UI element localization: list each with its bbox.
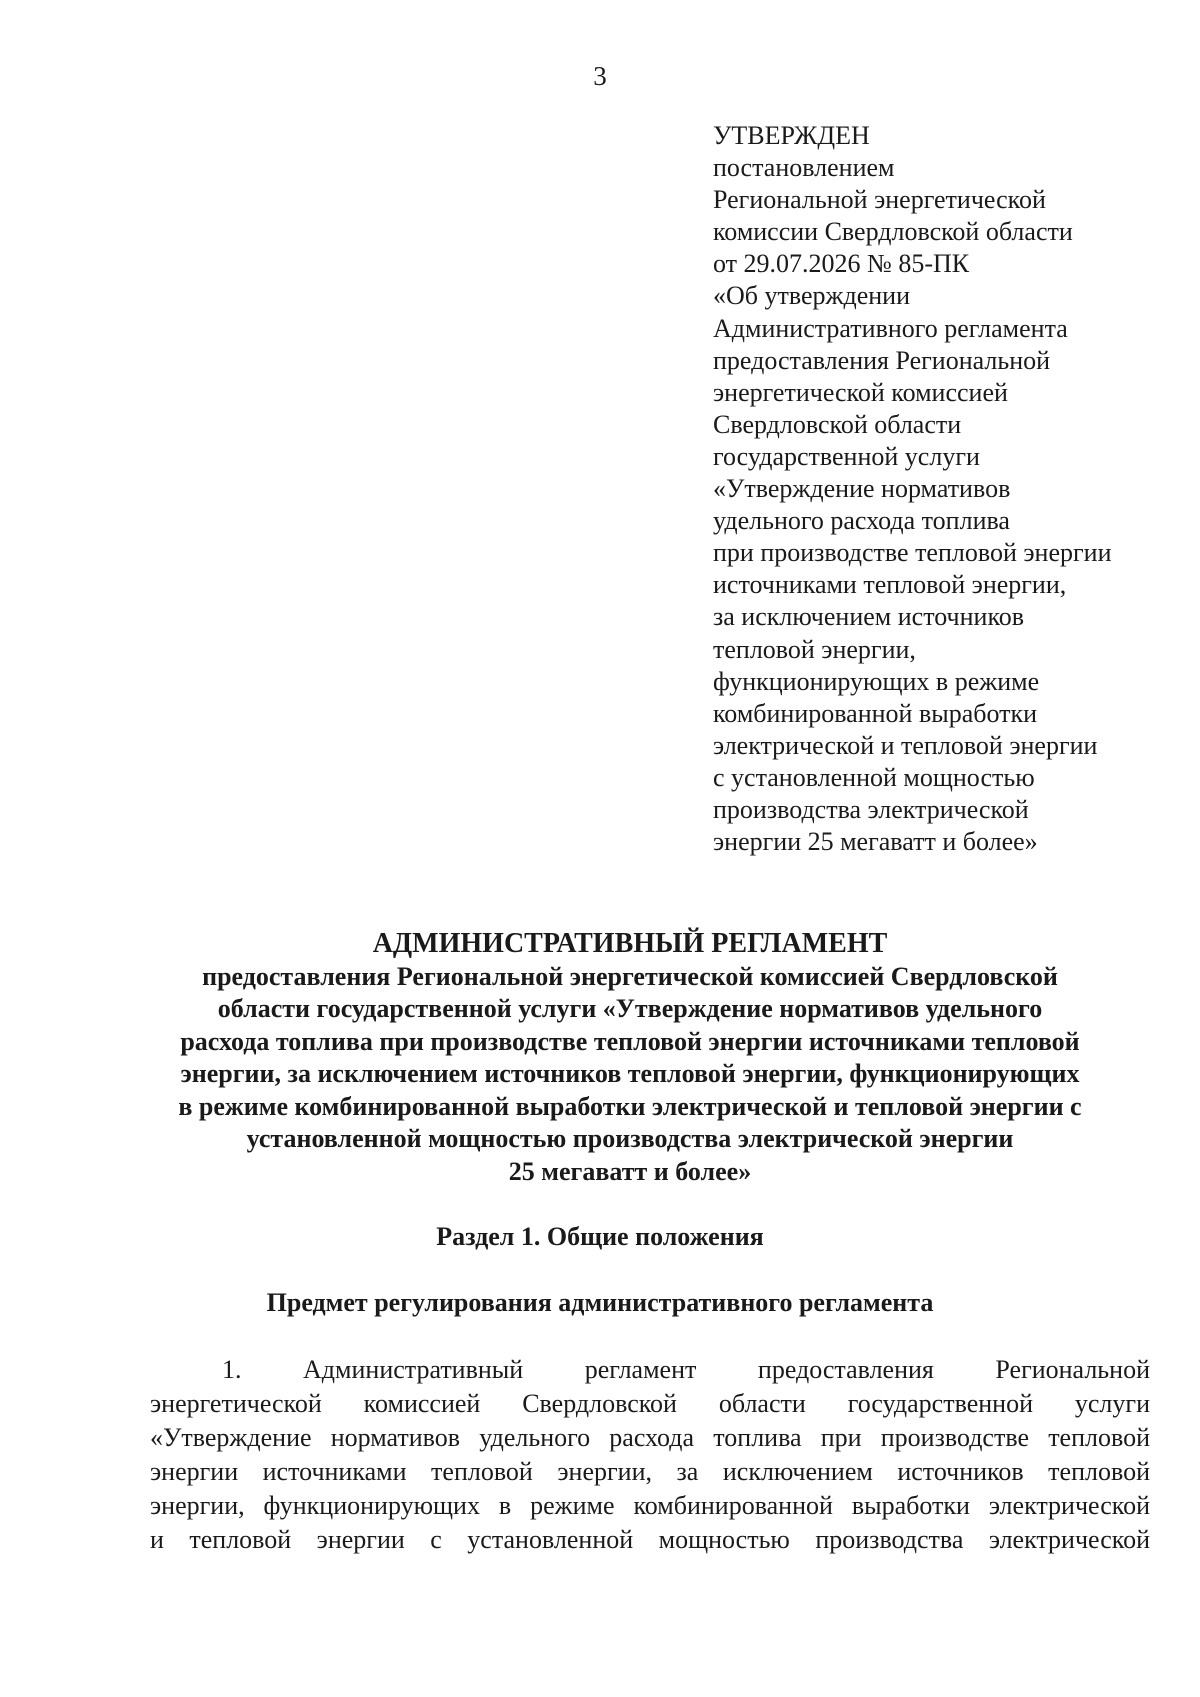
regulation-title-line: установленной мощностью производства электрической энергии [246,1124,1014,1153]
regulation-title-line: 25 мегаватт и более» [508,1156,752,1186]
approval-line: удельного расхода топлива [713,506,1010,536]
paragraph-line: энергии источниками тепловой энергии, за исключением источников тепловой [150,1457,1150,1486]
regulation-title-main: АДМИНИСТРАТИВНЫЙ РЕГЛАМЕНТ [372,928,888,959]
approval-line: Административного регламента [713,313,1068,343]
approval-line: энергии 25 мегаватт и более» [713,827,1038,857]
approval-line: Региональной энергетической [713,185,1046,215]
approval-line: постановлением [713,153,895,183]
approval-line: тепловой энергии, [713,634,916,664]
approval-line: источниками тепловой энергии, [713,570,1067,600]
approval-block [713,120,1183,858]
approval-line: за исключением источников [713,602,1025,632]
paragraph-line: 1. Административный регламент предоставления Региональной [222,1355,1150,1384]
approval-line: электрической и тепловой энергии [713,730,1098,760]
subject-heading: Предмет регулирования административного регламента [266,1288,934,1317]
approval-line: от 29.07.2026 № 85-ПК [713,249,970,279]
paragraph-1 [150,1353,1150,1557]
page-number: 3 [593,61,607,91]
approval-line: при производстве тепловой энергии [713,538,1112,568]
approval-line: УТВЕРЖДЕН [713,121,870,150]
approval-line: комбинированной выработки [713,698,1038,728]
paragraph-line: энергии, функционирующих в режиме комбинированной выработки электрической [150,1491,1150,1520]
regulation-title-line: в режиме комбинированной выработки электрической и тепловой энергии с [178,1091,1082,1121]
approval-line: функционирующих в режиме [713,666,1040,696]
approval-line: производства электрической [713,794,1029,824]
approval-line: государственной услуги [713,441,980,471]
regulation-title-line: предоставления Региональной энергетической комиссией Свердловской [202,961,1058,991]
regulation-title-line: расхода топлива при производстве тепловой энергии источниками тепловой [180,1026,1080,1056]
paragraph-line: «Утверждение нормативов удельного расхода топлива при производстве тепловой [150,1423,1150,1452]
section-heading: Раздел 1. Общие положения [436,1222,764,1251]
approval-line: комиссии Свердловской области [713,217,1073,247]
paragraph-line: энергетической комиссией Свердловской области государственной услуги [150,1389,1150,1418]
approval-line: Свердловской области [713,409,962,439]
approval-line: предоставления Региональной [713,345,1051,375]
approval-line: «Утверждение нормативов [713,474,1011,504]
regulation-title-line: области государственной услуги «Утверждение нормативов удельного [217,994,1043,1023]
regulation-title-line: энергии, за исключением источников тепловой энергии, функционирующих [180,1059,1080,1088]
approval-line: с установленной мощностью [713,762,1035,792]
approval-line: энергетической комиссией [713,377,1008,407]
regulation-title [130,928,1130,1188]
approval-line: «Об утверждении [713,281,911,311]
paragraph-line: и тепловой энергии с установленной мощностью производства электрической [150,1525,1150,1554]
